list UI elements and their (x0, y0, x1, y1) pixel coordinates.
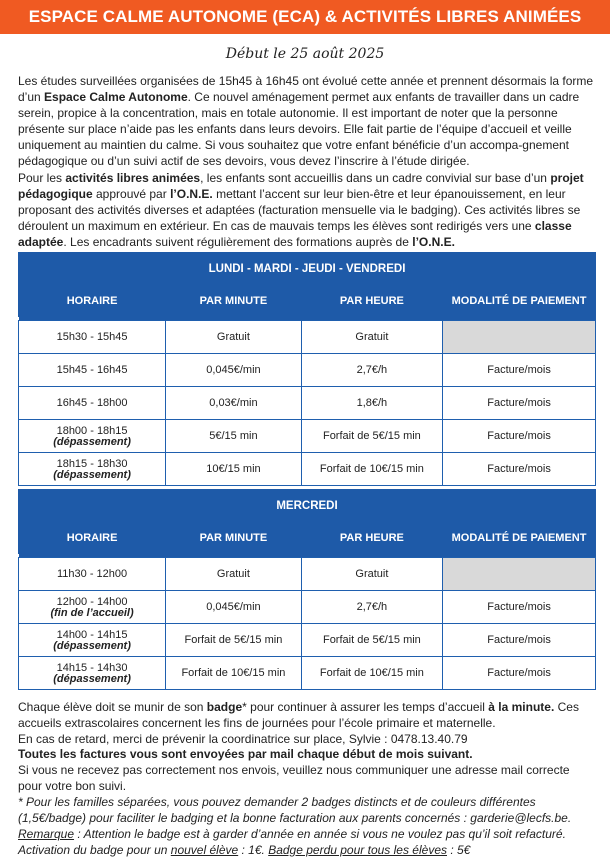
cell-per-hour: Forfait de 5€/15 min (301, 420, 442, 453)
cell-per-hour: 2,7€/h (301, 591, 442, 624)
column-header: PAR MINUTE (166, 286, 302, 317)
text-bold: projet pédagogique (18, 171, 584, 201)
table-row (19, 354, 596, 387)
time-range: 18h00 - 18h15 (56, 424, 128, 437)
info-paragraph (18, 700, 594, 795)
text: approuvé par (92, 187, 171, 201)
cell-per-minute: 10€/15 min (166, 453, 302, 486)
time-range: 18h15 - 18h30 (56, 457, 128, 470)
cell-payment: Facture/mois (443, 657, 596, 690)
cell-payment: Facture/mois (443, 453, 596, 486)
table-title: MERCREDI (19, 490, 596, 523)
text-bold: badge (206, 700, 243, 714)
table-row (19, 387, 596, 420)
column-header: HORAIRE (19, 523, 166, 554)
invoice-notice: Toutes les factures vous sont envoyées par mail chaque début de mois suivant. (18, 747, 473, 762)
cell-per-hour: Forfait de 10€/15 min (301, 453, 442, 486)
text-bold: classe adaptée (18, 219, 572, 249)
text: Si vous ne recevez pas correctement nos envois, veuillez nous communiquer une adresse mail correcte pour votre bon suivi. (18, 763, 570, 793)
pricing-table-wednesday (18, 489, 596, 690)
start-date: Début le 25 août 2025 (225, 46, 385, 62)
time-note: (fin de l’accueil) (50, 606, 134, 619)
footnote-badges: * Pour les familles séparées, vous pouvez demander 2 badges distincts et de couleurs différentes (1,5€/badge) pour faciliter le badging et la bonne facturation aux parents concernés : garderie@lecfs.be. (18, 795, 572, 825)
cell-horaire (19, 387, 166, 420)
column-header: MODALITÉ DE PAIEMENT (443, 286, 596, 317)
table-title: LUNDI - MARDI - JEUDI - VENDREDI (19, 253, 596, 286)
time-range: 15h45 - 16h45 (56, 364, 128, 376)
cell-per-minute: Gratuit (166, 558, 302, 591)
cell-per-hour: Gratuit (301, 321, 442, 354)
text: Ces accueils extrascolaires concernent les fins de journées pour l’école primaire et maternelle. (18, 700, 579, 730)
time-note: (dépassement) (53, 672, 131, 685)
cell-per-hour: Forfait de 10€/15 min (301, 657, 442, 690)
cell-horaire (19, 354, 166, 387)
cell-per-minute: Forfait de 5€/15 min (166, 624, 302, 657)
remark-label: Remarque (18, 827, 75, 841)
table-row (19, 420, 596, 453)
text: : 1€. (238, 842, 269, 857)
cell-payment: Facture/mois (443, 420, 596, 453)
cell-payment: Facture/mois (443, 354, 596, 387)
text: Les études surveillées organisées de 15h45 à 16h45 ont évolué cette année et prennent désormais la forme d’un (18, 74, 594, 104)
text: , les enfants sont accueillis dans un cadre convivial sur base d’un (200, 171, 551, 185)
table-row (19, 321, 596, 354)
page-title-banner (0, 0, 610, 34)
column-header: PAR MINUTE (166, 523, 302, 554)
text-bold: activités libres animées (65, 171, 201, 185)
time-range: 12h00 - 14h00 (56, 595, 128, 608)
column-header: PAR HEURE (301, 523, 442, 554)
table-row (19, 558, 596, 591)
cell-per-minute: 0,03€/min (166, 387, 302, 420)
cell-payment (443, 558, 596, 591)
cell-horaire (19, 558, 166, 591)
cell-per-hour: 2,7€/h (301, 354, 442, 387)
text-bold: Espace Calme Autonome (44, 90, 188, 104)
cell-per-hour: Gratuit (301, 558, 442, 591)
text: : 5€ (447, 842, 471, 857)
cell-horaire (19, 321, 166, 354)
text: * pour continuer à assurer les temps d’accueil (242, 700, 489, 714)
time-range: 14h00 - 14h15 (56, 628, 128, 641)
table-row (19, 657, 596, 690)
text-bold: l’O.N.E. (170, 187, 213, 201)
time-note: (dépassement) (53, 435, 131, 448)
text-bold: l’O.N.E. (412, 235, 455, 249)
column-header: HORAIRE (19, 286, 166, 317)
text-underlined: nouvel élève (170, 842, 239, 857)
table-row (19, 591, 596, 624)
time-note: (dépassement) (53, 468, 131, 481)
cell-per-minute: 0,045€/min (166, 591, 302, 624)
text: mettant l’accent sur leur bien-être et leur épanouissement, en leur proposant des activités diverses et adaptées (facturation mensuelle via le badging). Ces activités libres se déroulent un maximum en extérieur. En cas de mauvais temps les élèves sont redirigés vers une (18, 187, 581, 233)
cell-horaire (19, 591, 166, 624)
time-range: 11h30 - 12h00 (56, 568, 128, 580)
remark (18, 827, 598, 859)
cell-per-minute: Gratuit (166, 321, 302, 354)
cell-payment: Facture/mois (443, 624, 596, 657)
cell-horaire (19, 624, 166, 657)
cell-per-minute: 0,045€/min (166, 354, 302, 387)
time-range: 14h15 - 14h30 (56, 661, 128, 674)
cell-horaire (19, 453, 166, 486)
cell-per-hour: Forfait de 5€/15 min (301, 624, 442, 657)
cell-payment: Facture/mois (443, 387, 596, 420)
cell-per-hour: 1,8€/h (301, 387, 442, 420)
text: . Ce nouvel aménagement permet aux enfants de travailler dans un cadre serein, propice à la concentration, mais en totale autonomie. Il est important de noter que la personne présente sur place n’aide pas les enfants dans leurs devoirs. Elle fait partie de l’équipe d’accueil et veille uniquement au maintien du calme. Si vous souhaitez que votre enfant bénéficie d’un accompa-gnement pédagogique ou d’un suivi actif de ses devoirs, vous devez l’inscrire à l’étude dirigée. (18, 90, 580, 168)
text: : Attention le badge est à garder d’année en année si vous ne voulez pas qu’il soit refacturé. (74, 827, 566, 841)
text: . Les encadrants suivent régulièrement des formations auprès de (63, 235, 413, 249)
cell-payment (443, 321, 596, 354)
text: Pour les (18, 171, 66, 185)
time-range: 15h30 - 15h45 (56, 331, 128, 343)
column-header: PAR HEURE (301, 286, 442, 317)
table-row (19, 624, 596, 657)
text: Activation du badge pour un (18, 842, 171, 857)
intro-paragraph-eca (18, 73, 594, 169)
cell-per-minute: Forfait de 10€/15 min (166, 657, 302, 690)
time-note: (dépassement) (53, 639, 131, 652)
cell-per-minute: 5€/15 min (166, 420, 302, 453)
text: Chaque élève doit se munir de son (18, 700, 207, 714)
table-row (19, 453, 596, 486)
column-header: MODALITÉ DE PAIEMENT (443, 523, 596, 554)
time-range: 16h45 - 18h00 (56, 397, 128, 409)
cell-horaire (19, 420, 166, 453)
cell-horaire (19, 657, 166, 690)
intro-paragraph-activities (18, 170, 594, 250)
pricing-table-weekdays (18, 252, 596, 486)
contact-text: En cas de retard, merci de prévenir la coordinatrice sur place, Sylvie : 0478.13.40.79 (18, 731, 468, 746)
cell-payment: Facture/mois (443, 591, 596, 624)
text-bold: à la minute. (488, 700, 555, 714)
text-underlined: Badge perdu pour tous les élèves (268, 842, 447, 857)
page-title: ESPACE CALME AUTONOME (ECA) & ACTIVITÉS LIBRES ANIMÉES (28, 7, 582, 26)
